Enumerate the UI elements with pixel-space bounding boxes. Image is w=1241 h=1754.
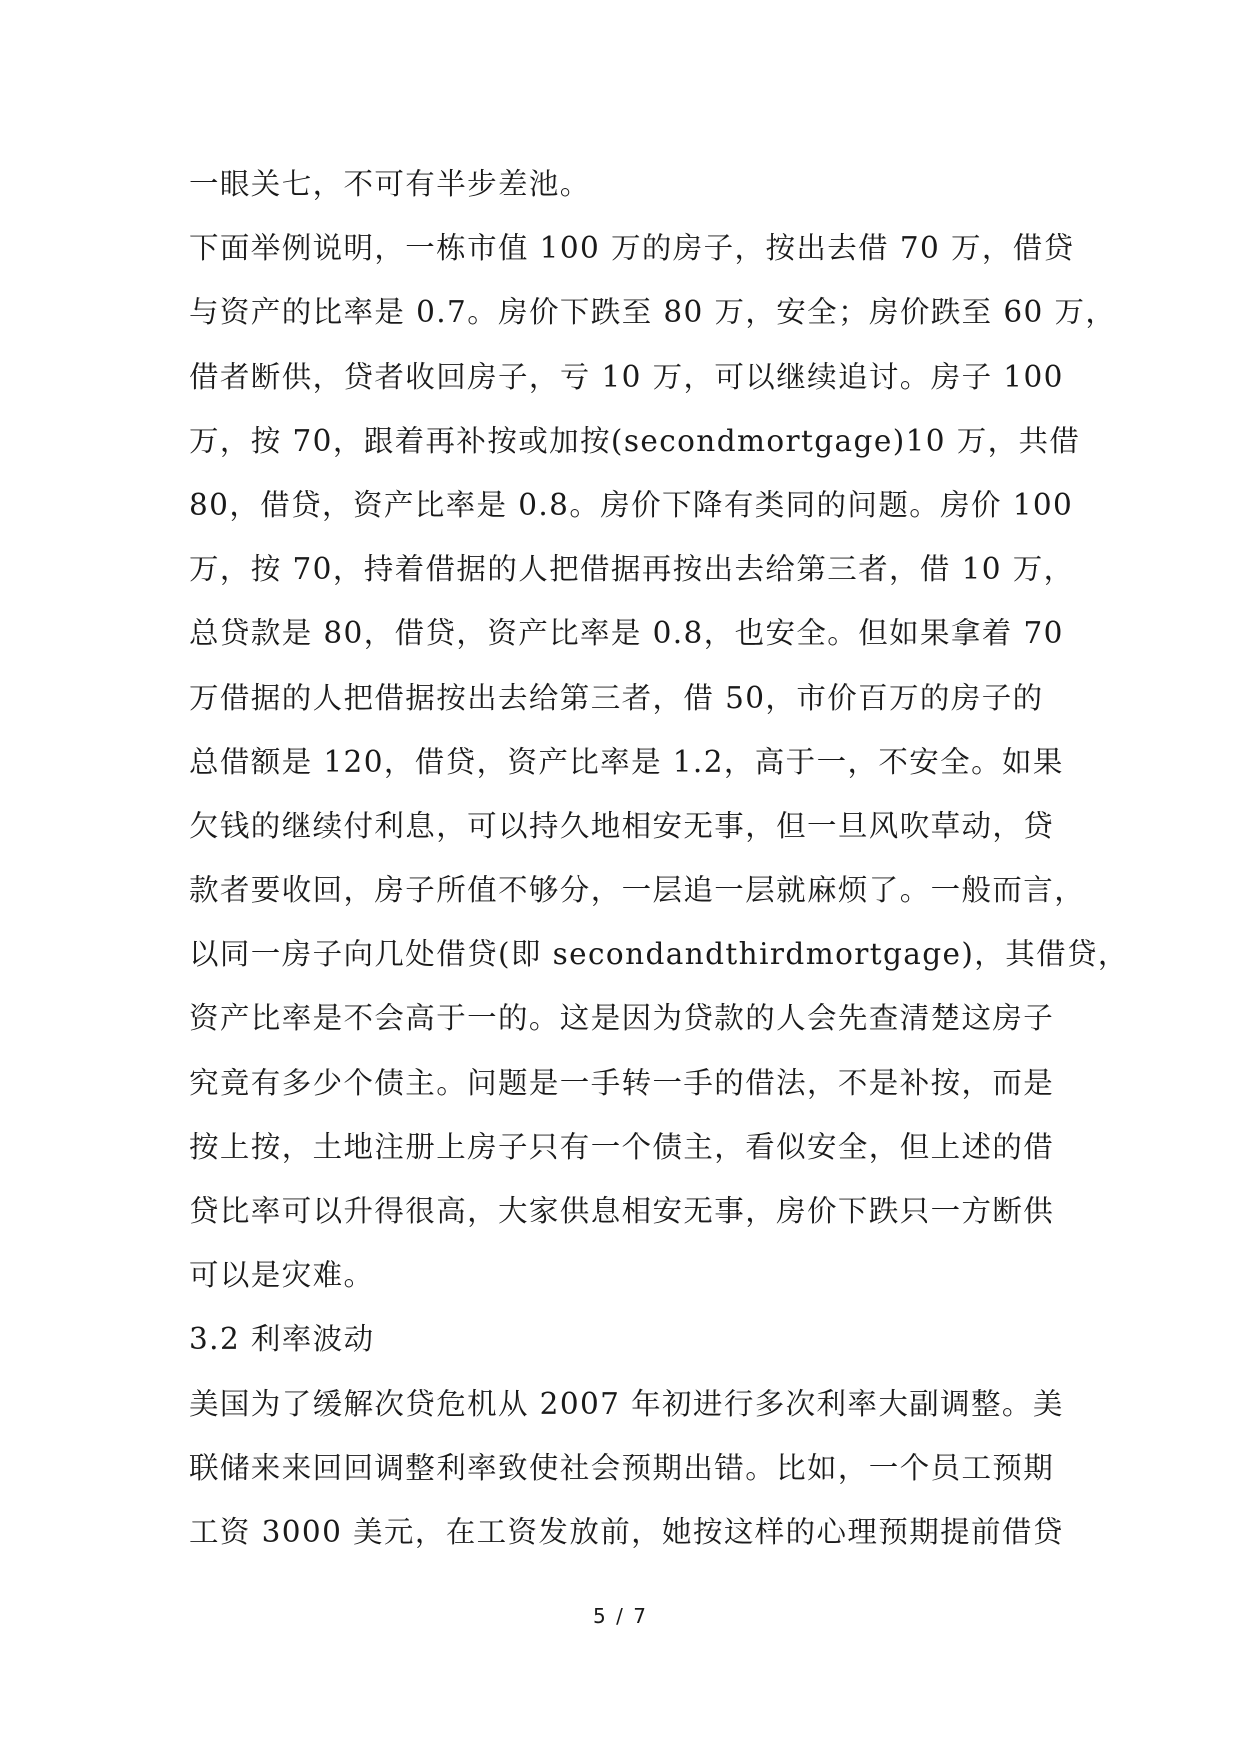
text-line: 按上按，土地注册上房子只有一个债主，看似安全，但上述的借 [189,1129,1055,1164]
text-line: 贷比率可以升得很高，大家供息相安无事，房价下跌只一方断供 [189,1194,1055,1228]
text-line: 下面举例说明，一栋市值 100 万的房子，按出去借 70 万，借贷 [189,231,1075,266]
text-line: 美国为了缓解次贷危机从 2007 年初进行多次利率大副调整。美 [189,1386,1064,1421]
text-line: 万借据的人把借据按出去给第三者，借 50，市价百万的房子的 [189,680,1044,715]
text-line: 一眼关七，不可有半步差池。 [189,167,591,201]
text-line: 工资 3000 美元，在工资发放前，她按这样的心理预期提前借贷 [189,1514,1064,1549]
text-line: 与资产的比率是 0.7。房价下跌至 80 万，安全；房价跌至 60 万， [189,295,1117,330]
text-line: 80，借贷，资产比率是 0.8。房价下降有类同的问题。房价 100 [189,487,1074,522]
text-line: 万，按 70，持着借据的人把借据再按出去给第三者，借 10 万， [189,552,1075,587]
text-line: 联储来来回回调整利率致使社会预期出错。比如，一个员工预期 [189,1450,1055,1485]
text-line: 资产比率是不会高于一的。这是因为贷款的人会先查清楚这房子 [189,1001,1055,1036]
text-line: 总借额是 120，借贷，资产比率是 1.2，高于一，不安全。如果 [189,744,1064,779]
text-line: 欠钱的继续付利息，可以持久地相安无事，但一旦风吹草动，贷 [189,808,1055,843]
text-line: 总贷款是 80，借贷，资产比率是 0.8，也安全。但如果拿着 70 [189,616,1064,651]
text-line: 可以是灾难。 [189,1258,375,1293]
body-text [189,152,1129,1564]
text-line: 万，按 70，跟着再补按或加按(secondmortgage)10 万，共借 [189,423,1081,458]
section-heading: 3.2 利率波动 [189,1322,375,1357]
text-line: 款者要收回，房子所值不够分，一层追一层就麻烦了。一般而言， [189,873,1086,908]
text-line: 以同一房子向几处借贷(即 secondandthirdmortgage)，其借贷， [189,937,1129,972]
text-line: 究竟有多少个债主。问题是一手转一手的借法，不是补按，而是 [189,1065,1055,1100]
page-number: 5 / 7 [593,1604,648,1628]
text-line: 借者断供，贷者收回房子，亏 10 万，可以继续追讨。房子 100 [189,359,1064,394]
